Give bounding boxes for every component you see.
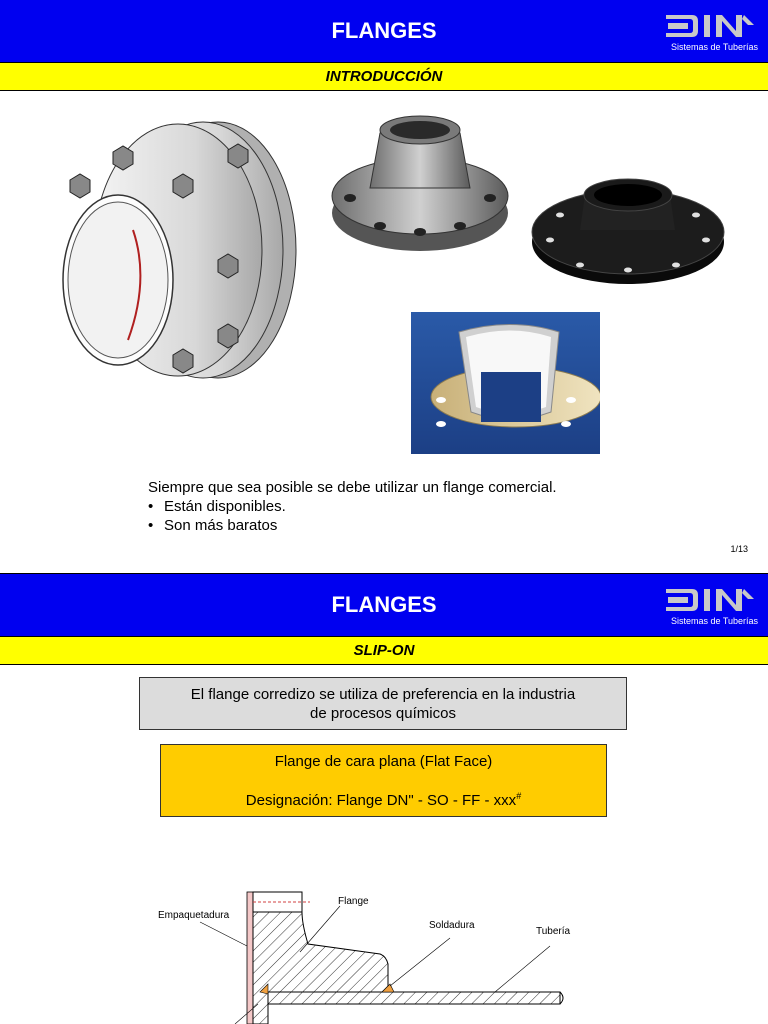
designation-text: Designación: Flange DN" - SO - FF - xxx [245,792,517,809]
section-title: INTRODUCCIÓN [325,68,443,85]
bullet-text: Están disponibles. [164,498,286,515]
section-band [0,637,768,665]
company-logo [664,583,760,629]
gasket-shape [247,892,253,1024]
pipe-section [268,992,560,1004]
logo-subtitle: Sistemas de Tuberías [670,616,758,626]
designation-box [160,744,607,817]
section-band [0,63,768,91]
bullet-text: Son más baratos [164,517,278,534]
din-logo-icon [664,11,756,41]
cutaway-flange-image [411,312,600,454]
face-type-label: Flange de cara plana (Flat Face) [274,753,493,770]
slide-title: FLANGES [331,592,437,617]
slide-2 [0,574,768,1024]
intro-paragraph: Siempre que sea posible se debe utilizar un flange comercial. [148,479,557,496]
logo-subtitle: Sistemas de Tuberías [670,42,758,52]
designation-footnote-mark: # [516,791,522,801]
usage-note-box [139,677,627,730]
slide-header [0,0,768,63]
din-logo-icon [664,585,756,615]
company-logo [664,9,760,55]
flange-assembly-image [58,110,308,390]
usage-note-line: El flange corredizo se utiliza de preferencia en la industria [190,686,576,703]
usage-note-line: de procesos químicos [310,705,456,722]
intro-text-block [148,478,557,535]
bullet-item: • Están disponibles. [148,498,286,515]
label-weld: Soldadura [429,920,475,931]
slip-on-section-drawing [150,884,610,1024]
slide-header [0,574,768,637]
black-flange-image [530,170,730,288]
label-gasket: Empaquetadura [158,910,230,921]
label-flange: Flange [338,896,369,907]
label-pipe: Tubería [536,926,571,937]
bullet-item: • Son más baratos [148,517,278,534]
designation-line [161,791,606,809]
slide-title: FLANGES [331,18,437,43]
page-number: 1/13 [730,544,748,554]
section-title: SLIP-ON [353,642,415,659]
weld-neck-flange-image [330,108,510,256]
